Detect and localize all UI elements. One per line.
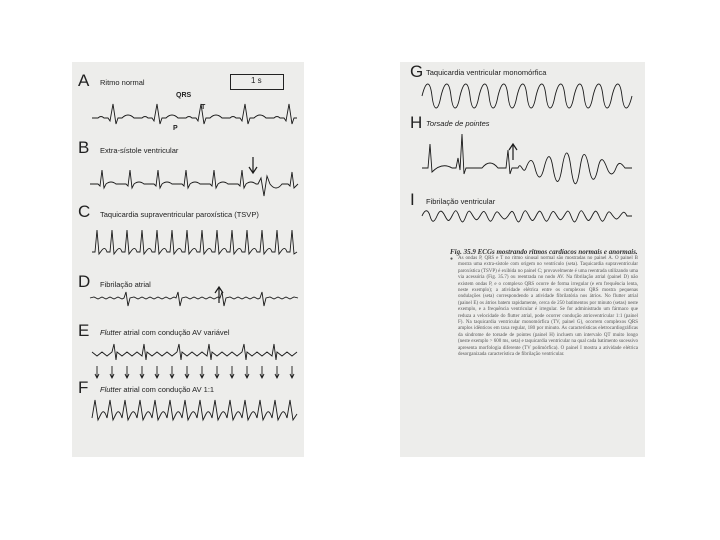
qrs-label: QRS — [176, 92, 192, 99]
figure-caption-title: Fig. 35.9 ECGs mostrando ritmos cardíacos normais e anormais. — [450, 248, 638, 256]
panel-letter-c: C — [78, 202, 91, 221]
panel-letter-d: D — [78, 272, 91, 291]
ecg-trace-i — [422, 206, 632, 226]
ecg-trace-g — [422, 78, 632, 114]
panel-title-f-italic: Flutter — [100, 385, 122, 394]
t-wave-label: T — [201, 104, 206, 111]
p-wave-label: P — [173, 125, 178, 132]
panel-letter-e: E — [78, 321, 90, 340]
panel-title-i: Fibrilação ventricular — [426, 197, 496, 206]
panel-title-a: Ritmo normal — [100, 78, 145, 87]
panel-title-g: Taquicardia ventricular monomórfica — [426, 68, 547, 77]
caption-bullet: ● — [450, 256, 454, 262]
time-scale-box — [230, 74, 284, 90]
panel-letter-f: F — [78, 378, 89, 397]
ecg-trace-h — [422, 130, 632, 192]
figure-page-right — [400, 62, 645, 457]
figure-caption-text: As ondas P, QRS e T no ritmo sinusal normal são mostradas no painel A. O painel B mostra uma extra-sístole com origem no ventrículo (seta). Taquicardia supraventricular paroxística (TSVP) é exibida no painel C; provavelmente é uma reentrada utilizando uma via acessória (Fig. 35.7) ou reentrada no nodo AV. Na fibrilação atrial (painel D) não existem ondas P, e o complexo QRS ocorre de forma irregular (e em frequência lenta, neste exemplo); a atividade elétrica entre os complexos QRS mostra pequenas ondulações (seta) correspondendo a atividade fibrilatória nos átrios. No flutter atrial (painel E) os átrios batem rapidamente, cerca de 250 batimentos por minuto (setas) neste exemplo, e a frequência ventricular é irregular. Se for administrado um fármaco que reduza a velocidade do flutter atrial, pode ocorrer condução atrioventricular 1:1 (painel F). Na taquicardia ventricular monomórfica (TV, painel G), ocorrem complexos QRS amplos idênticos em taxa regular, 180 por minuto. As características eletrocardiográficas da síndrome de torsade de pointes (painel H) incluem um intervalo QT muito longo (neste exemplo > 600 ms, seta) e taquicardia ventricular na qual cada batimento sucessivo apresenta morfologia diferente (TV polimórfica). O painel I mostra a atividade elétrica desorganizada característica de fibrilação ventricular. — [458, 256, 638, 358]
ecg-trace-c — [92, 228, 297, 260]
panel-title-b: Extra-sístole ventricular — [100, 146, 179, 155]
panel-letter-b: B — [78, 138, 90, 157]
panel-letter-h: H — [410, 113, 423, 132]
time-scale-label: 1 s — [251, 76, 262, 85]
panel-title-e — [100, 328, 230, 337]
panel-letter-i: I — [410, 190, 415, 209]
panel-title-d: Fibrilação atrial — [100, 280, 151, 289]
ecg-trace-d — [90, 288, 298, 314]
panel-title-c: Taquicardia supraventricular paroxística (TSVP) — [100, 210, 259, 219]
ecg-trace-f — [92, 396, 297, 426]
ecg-trace-a — [92, 100, 297, 130]
panel-title-h: Torsade de pointes — [426, 119, 490, 128]
panel-title-e-rest: atrial com condução AV variável — [121, 328, 230, 337]
ecg-trace-e — [92, 338, 297, 380]
panel-title-e-italic: Flutter — [100, 328, 122, 337]
ecg-trace-b — [90, 166, 298, 200]
panel-letter-a: A — [78, 71, 90, 90]
panel-letter-g: G — [410, 62, 424, 81]
figure-page-left — [72, 62, 304, 457]
panel-title-f — [100, 385, 214, 394]
panel-title-f-rest: atrial com condução AV 1:1 — [121, 385, 215, 394]
